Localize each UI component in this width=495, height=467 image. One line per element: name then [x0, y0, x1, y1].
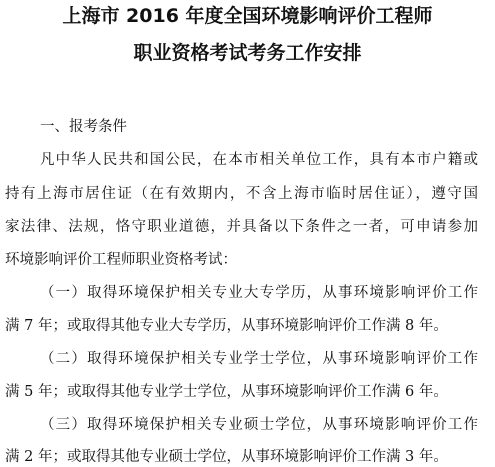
condition-3-line-1: （三）取得环境保护相关专业硕士学位，从事环境影响评价工作	[40, 417, 478, 433]
paragraph-line-1: 凡中华人民共和国公民，在本市相关单位工作，具有本市户籍或	[40, 152, 478, 168]
paragraph-line-4: 环境影响评价工程师职业资格考试：	[5, 252, 237, 268]
paragraph-line-3: 家法律、法规，恪守职业道德，并具备以下条件之一者，可申请参加	[5, 219, 478, 235]
paragraph-line-2: 持有上海市居住证（在有效期内，不含上海市临时居住证），遵守国	[5, 186, 478, 202]
document-title-line-1: 上海市 2016 年度全国环境影响评价工程师	[62, 5, 433, 27]
condition-2-line-2: 满 5 年；或取得其他专业学士学位，从事环境影响评价工作满 6 年。	[5, 384, 448, 400]
section-heading: 一、报考条件	[40, 119, 127, 135]
condition-2-line-1: （二）取得环境保护相关专业学士学位，从事环境影响评价工作	[40, 351, 478, 367]
condition-1-line-1: （一）取得环境保护相关专业大专学历，从事环境影响评价工作	[40, 285, 478, 301]
condition-3-line-2: 满 2 年；或取得其他专业硕士学位，从事环境影响评价工作满 3 年。	[5, 449, 448, 465]
document-title-line-2: 职业资格考试考务工作安排	[133, 42, 362, 64]
condition-1-line-2: 满 7 年；或取得其他专业大专学历，从事环境影响评价工作满 8 年。	[5, 318, 448, 334]
